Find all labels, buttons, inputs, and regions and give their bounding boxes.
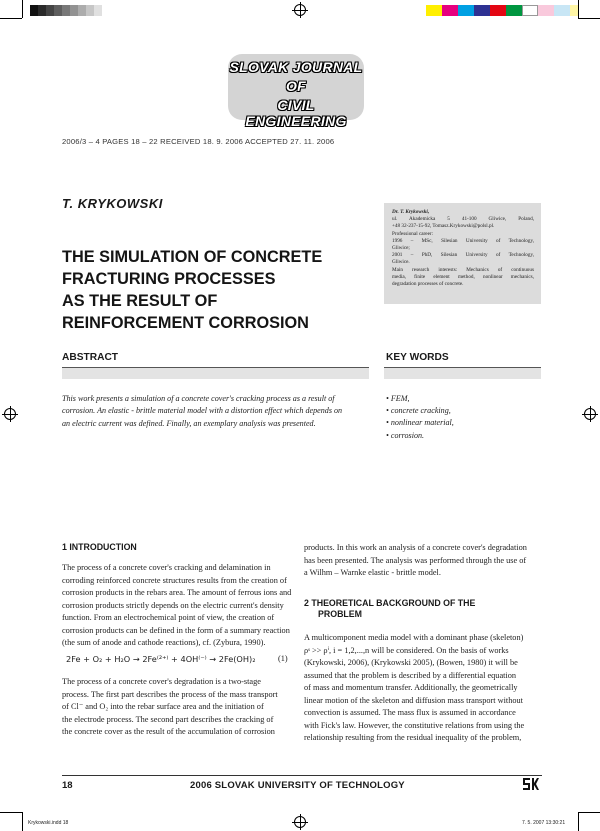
equation-1: 2Fe + O₂ + H₂O → 2Fe⁽²⁺⁾ + 4OH⁽⁻⁾ → 2Fe(OH)₂ <box>66 654 256 664</box>
title-line: AS THE RESULT OF <box>62 292 218 310</box>
author-box-line: +48 32-237-15-92, Tomasz.Krykowski@polsl.pl. <box>392 223 495 230</box>
section-2-para-1: A multicomponent media model with a dominant phase (skeleton) ρˢ >> ρⁱ, i = 1,2,...,n will be considered. On the basis of works (Krykowski, 2006), (Krykowski 2005), (Bowen, 1980) it will be assumed that the problem is described by a differential equation of mass and momentum transfer. Additionally, the geometrically linear motion of the skeleton and diffusion mass transport without convection is assumed. The mass flux is assumed in accordance with Fick's law. However, the constitutive relations from using the relationship resulting from the residual inequality of the problem, <box>304 633 525 742</box>
equation-1-number: (1) <box>278 654 288 663</box>
author-box-line: Dr. T. Krykowski, <box>392 209 430 215</box>
author-box-line: degradation processes of concrete. <box>392 281 464 288</box>
keyword-item: • corrosion. <box>386 430 425 440</box>
keyword-item: • concrete cracking, <box>386 406 451 416</box>
section-2-heading: 2 THEORETICAL BACKGROUND OF THE PROBLEM <box>304 598 476 619</box>
keyword-item: • FEM, <box>386 394 410 403</box>
keyword-item: • nonlinear material, <box>386 418 454 428</box>
indd-print-date: 7. 5. 2007 13:30:21 <box>522 820 566 826</box>
abstract-line: corrosion. An elastic - brittle material model with a distortion effect which depends on <box>62 406 343 416</box>
abstract-text <box>62 393 372 430</box>
author-box-line: Main research interests: Mechanics of continuous <box>392 266 534 273</box>
registration-mark-bottom <box>294 816 306 828</box>
issue-line: 2006/3 – 4 PAGES 18 – 22 RECEIVED 18. 9. 2006 ACCEPTED 27. 11. 2006 <box>62 137 335 146</box>
author-box-line: media, finite element method, nonlinear mechanics, <box>392 273 534 280</box>
author-box-line: 2001 – PhD, Silesian University of Technology, <box>392 252 534 259</box>
abstract-bar <box>62 368 369 379</box>
publisher-line: 2006 SLOVAK UNIVERSITY OF TECHNOLOGY <box>190 780 405 791</box>
section-1-para-2: The process of a concrete cover's degradation is a two-stage process. The first part describes the process of the mass transport of Cl⁻ and O₂ into the rebar surface area and the initiation of the electrode process. The second part describes the cracking of the concrete cover as the result of the accumulation of corrosion <box>62 677 278 736</box>
page-number: 18 <box>62 780 73 791</box>
author-box-line: Gliwice. <box>392 259 410 266</box>
title-line: THE SIMULATION OF CONCRETE <box>62 248 323 266</box>
publisher-logo-icon <box>522 776 540 792</box>
author-name: T. KRYKOWSKI <box>62 196 163 211</box>
right-para-0: products. In this work an analysis of a concrete cover's degradation has been presented. The analysis was performed through the use of a Wilhm – Warnke elastic - brittle model. <box>304 543 527 577</box>
abstract-line: This work presents a simulation of a concrete cover's cracking process as a result of <box>62 394 335 403</box>
author-info-box <box>384 203 541 304</box>
keywords-bar <box>384 368 541 379</box>
keywords-heading: KEY WORDS <box>386 352 449 363</box>
author-box-line: Professional career: <box>392 230 434 237</box>
author-box-line: 1996 – MSc, Silesian University of Technology, <box>392 237 534 244</box>
registration-mark-top <box>294 4 306 16</box>
indd-file-name: Krykowski.indd 18 <box>28 820 69 826</box>
article-title <box>62 246 322 334</box>
registration-mark-right <box>584 408 596 420</box>
author-box-line: ul. Akademicka 5 41-100 Gliwice, Poland, <box>392 216 534 223</box>
title-line: REINFORCEMENT CORROSION <box>62 314 309 332</box>
title-line: FRACTURING PROCESSES <box>62 270 276 288</box>
abstract-line: an electric current was defined. Finally, an exemplary analysis was presented. <box>62 418 316 428</box>
logo-line-3: CIVIL ENGINEERING <box>245 97 347 129</box>
footer-rule <box>62 775 542 776</box>
section-1-para-1: The process of a concrete cover's cracking and delamination in corroding reinforced concrete structures results from the creation of corrosion products in the rebars area. The amount of ferrous ions and corrosion products strictly depends on the electric current's density function. From an electrochemical point of view, the creation of corrosion products can be defined in the form of a summary reaction (the sum of anode and cathode reactions), cf. (Zybura, 1990). <box>62 563 292 647</box>
logo-line-2: OF <box>285 78 307 94</box>
journal-logo <box>228 54 364 129</box>
logo-line-1: SLOVAK JOURNAL <box>229 59 363 75</box>
abstract-heading: ABSTRACT <box>62 352 119 363</box>
author-box-line: Gliwice; <box>392 245 410 252</box>
section-1-heading: 1 INTRODUCTION <box>62 542 137 552</box>
keywords-list <box>386 393 454 442</box>
registration-mark-left <box>4 408 16 420</box>
